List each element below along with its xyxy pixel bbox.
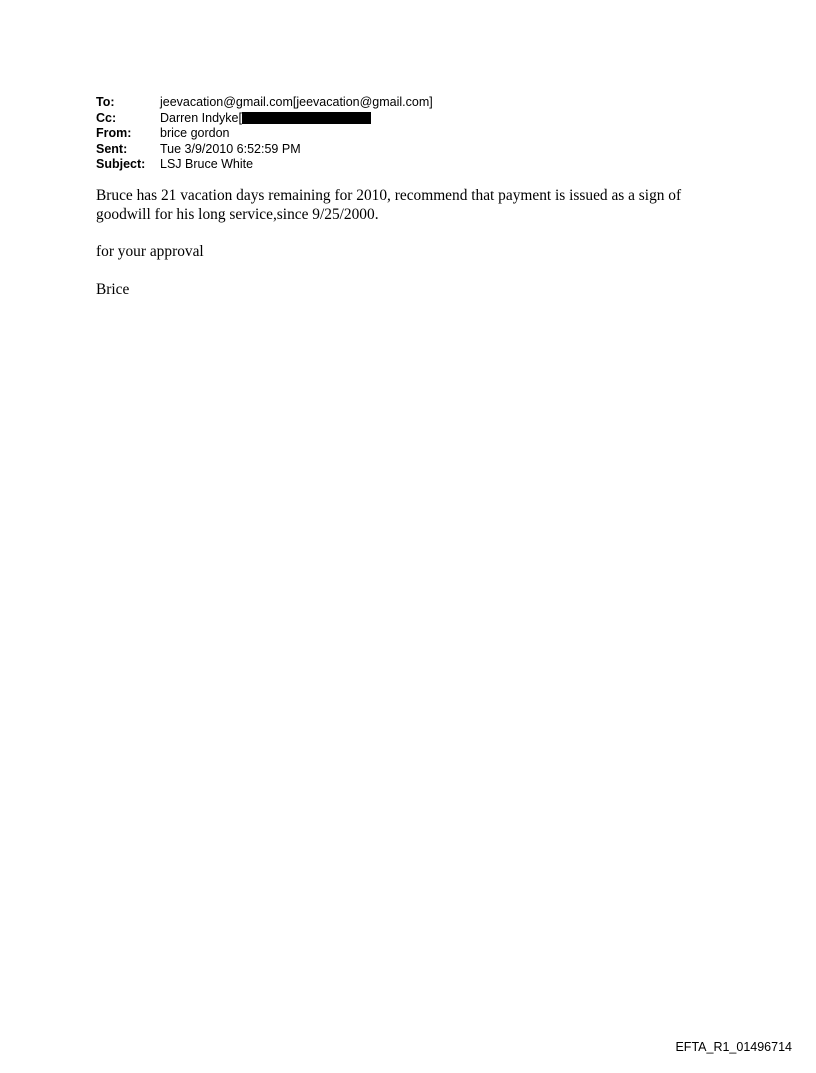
subject-label: Subject: [96, 157, 146, 171]
email-header [96, 95, 433, 173]
cc-value: Darren Indyke[ [160, 110, 242, 125]
from-value: brice gordon [160, 126, 230, 140]
document-id: EFTA_R1_01496714 [675, 1040, 792, 1054]
cc-label: Cc: [96, 110, 117, 125]
approval-line: for your approval [96, 243, 204, 260]
to-value: jeevacation@gmail.com[jeevacation@gmail.com] [160, 95, 433, 109]
header-row-subject [96, 157, 433, 173]
header-row-to [96, 95, 433, 111]
body-paragraph: Bruce has 21 vacation days remaining for 2010, recommend that payment is issued as a sign of goodwill for his long service,since 9/25/2000. [96, 187, 682, 223]
sent-value: Tue 3/9/2010 6:52:59 PM [160, 141, 301, 156]
signature: Brice [96, 281, 130, 298]
to-label: To: [96, 95, 115, 109]
header-row-cc [96, 111, 433, 127]
subject-value: LSJ Bruce White [160, 157, 254, 171]
header-row-sent [96, 142, 433, 158]
header-row-from [96, 126, 433, 142]
cc-value-wrapper [160, 111, 371, 127]
from-label: From: [96, 126, 132, 140]
redaction-box [242, 112, 371, 124]
sent-label: Sent: [96, 141, 128, 156]
